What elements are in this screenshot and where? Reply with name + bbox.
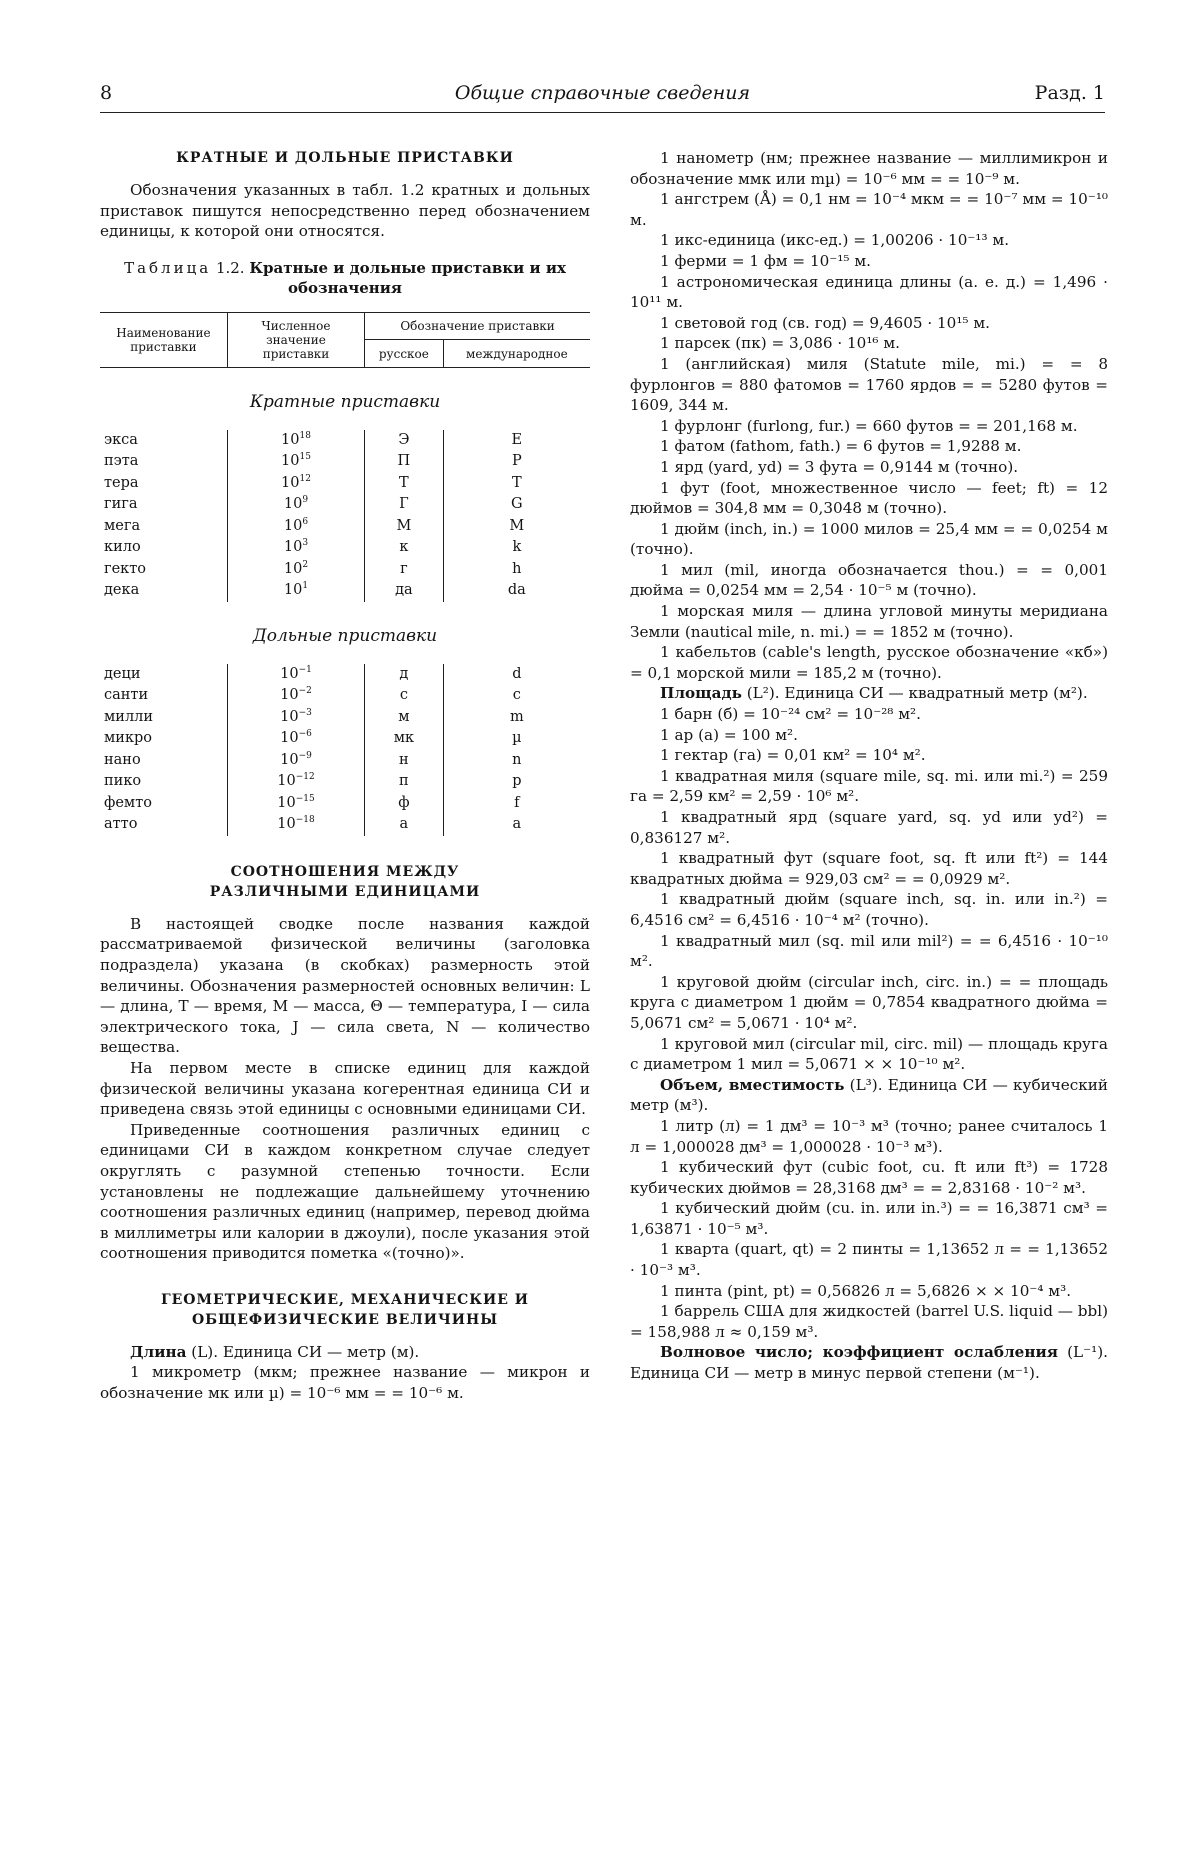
relations-heading: СООТНОШЕНИЯ МЕЖДУ РАЗЛИЧНЫМИ ЕДИНИЦАМИ bbox=[209, 863, 481, 900]
prefix-russian: п bbox=[365, 771, 444, 793]
prefix-international: p bbox=[443, 771, 590, 793]
prefix-heading: КРАТНЫЕ И ДОЛЬНЫЕ ПРИСТАВКИ bbox=[176, 150, 514, 166]
prefix-value bbox=[227, 771, 364, 793]
prefix-international: d bbox=[443, 664, 590, 686]
prefix-name: пико bbox=[104, 773, 142, 790]
prefix-row bbox=[100, 750, 590, 772]
unit-entry: 1 фатом (fathom, fath.) = 6 футов = 1,9288 м. bbox=[660, 437, 1022, 456]
prefix-russian: да bbox=[365, 580, 444, 602]
relations-paragraph-2: На первом месте в списке единиц для каждой физической величины указана когерентная единица СИ и приведена связь этой единицы с основными единицами СИ. bbox=[100, 1058, 590, 1119]
table-group-label: Дольные приставки bbox=[252, 625, 438, 646]
col-header-value: Численное значение приставки bbox=[227, 312, 364, 367]
prefix-russian: а bbox=[365, 814, 444, 836]
unit-entry: 1 астрономическая единица длины (а. е. д.) = 1,496 · 10¹¹ м. bbox=[630, 272, 1108, 312]
prefix-value-base: 10 bbox=[281, 453, 300, 470]
unit-entry: 1 ар (а) = 100 м². bbox=[660, 725, 798, 744]
unit-entry: 1 квадратный мил (sq. mil или mil²) = = 6,4516 · 10⁻¹⁰ м². bbox=[630, 931, 1108, 971]
unit-entry: 1 ярд (yard, yd) = 3 фута = 0,9144 м (точно). bbox=[660, 457, 1019, 476]
prefix-value bbox=[227, 750, 364, 772]
prefix-name: тера bbox=[104, 474, 139, 491]
col-header-international: международное bbox=[443, 340, 590, 368]
prefix-international: c bbox=[443, 685, 590, 707]
prefix-value bbox=[227, 707, 364, 729]
prefix-international: f bbox=[443, 793, 590, 815]
prefix-international: M bbox=[443, 516, 590, 538]
prefix-russian: с bbox=[365, 685, 444, 707]
prefix-value-exponent: −1 bbox=[298, 664, 312, 675]
unit-entry: 1 мил (mil, иногда обозначается thou.) = = 0,001 дюйма = 0,0254 мм = 2,54 · 10⁻⁵ м (точно). bbox=[630, 560, 1108, 600]
unit-entry: 1 круговой дюйм (circular inch, circ. in.) = = площадь круга с диаметром 1 дюйм = 0,7854 квадратного дюйма = 5,0671 см² = 5,0671 · 10⁴ м². bbox=[630, 972, 1108, 1032]
prefix-row bbox=[100, 451, 590, 473]
prefix-value-exponent: 1 bbox=[302, 581, 309, 592]
prefix-value bbox=[227, 473, 364, 495]
unit-entry: 1 кубический фут (cubic foot, cu. ft или ft³) = 1728 кубических дюймов = 28,3168 дм³ = = 2,83168 · 10⁻² м³. bbox=[630, 1158, 1108, 1197]
unit-entry: 1 круговой мил (circular mil, circ. mil) — площадь круга с диаметром 1 мил = 5,0671 × × 10⁻¹⁰ м². bbox=[630, 1034, 1108, 1074]
prefix-intro: Обозначения указанных в табл. 1.2 кратных и дольных приставок пишутся непосредственно перед обозначением единицы, к которой они относятся. bbox=[100, 181, 590, 241]
col-header-symbols: Обозначение приставки bbox=[365, 312, 590, 340]
relations-paragraph-3: Приведенные соотношения различных единиц с единицами СИ в каждом конкретном случае следует округлять с разумной степенью точности. Если установлены не подлежащие дальнейшему уточнению соотношения различных единиц (например, перевод дюйма в миллиметры или калории в джоули), после указания этой соотношения приводится пометка «(точно)». bbox=[100, 1120, 590, 1263]
prefix-international: µ bbox=[443, 728, 590, 750]
prefix-value-exponent: −3 bbox=[298, 707, 312, 718]
unit-entry: 1 квадратный фут (square foot, sq. ft или ft²) = 144 квадратных дюйма = 929,03 см² = = 0,0929 м². bbox=[630, 849, 1108, 888]
prefix-russian: Э bbox=[365, 430, 444, 452]
prefix-russian: г bbox=[365, 559, 444, 581]
prefix-name: экса bbox=[104, 431, 138, 448]
volume-text: (L³). Единица СИ — кубический метр (м³). bbox=[630, 1075, 1109, 1115]
prefix-international: G bbox=[443, 494, 590, 516]
prefix-value bbox=[227, 537, 364, 559]
prefix-name: пэта bbox=[104, 453, 139, 470]
prefix-table-body bbox=[100, 367, 590, 836]
prefix-row bbox=[100, 793, 590, 815]
prefix-value-exponent: 18 bbox=[299, 430, 311, 441]
prefix-value-exponent: −6 bbox=[298, 729, 312, 740]
prefix-value-exponent: 9 bbox=[302, 495, 309, 506]
prefix-russian: М bbox=[365, 516, 444, 538]
unit-entry: 1 квадратный ярд (square yard, sq. yd или yd²) = 0,836127 м². bbox=[630, 808, 1108, 847]
prefix-value bbox=[227, 451, 364, 473]
prefix-row bbox=[100, 494, 590, 516]
unit-entry: 1 дюйм (inch, in.) = 1000 милов = 25,4 мм = = 0,0254 м (точно). bbox=[630, 519, 1108, 559]
wave-text: (L⁻¹). Единица СИ — метр в минус первой степени (м⁻¹). bbox=[630, 1343, 1108, 1383]
length-entries bbox=[630, 148, 1108, 683]
area-title: Площадь bbox=[660, 684, 742, 703]
prefix-row bbox=[100, 771, 590, 793]
length-text: (L). Единица СИ — метр (м). bbox=[186, 1342, 420, 1361]
prefix-international: T bbox=[443, 473, 590, 495]
prefix-row bbox=[100, 685, 590, 707]
prefix-international: n bbox=[443, 750, 590, 772]
prefix-value-base: 10 bbox=[281, 474, 300, 491]
unit-entry: 1 (английская) миля (Statute mile, mi.) = = 8 фурлонгов = 880 фатомов = 1760 ярдов = = 5280 футов = 1609, 344 м. bbox=[630, 354, 1108, 415]
prefix-row bbox=[100, 473, 590, 495]
prefix-row bbox=[100, 537, 590, 559]
wave-title: Волновое число; коэффициент ослабления bbox=[660, 1343, 1058, 1362]
prefix-value-base: 10 bbox=[283, 560, 303, 577]
prefix-value-exponent: −9 bbox=[298, 750, 312, 761]
prefix-russian: мк bbox=[365, 728, 444, 750]
unit-entry: 1 пинта (pint, pt) = 0,56826 л = 5,6826 × × 10⁻⁴ м³. bbox=[660, 1281, 1072, 1300]
prefix-value bbox=[227, 685, 364, 707]
prefix-value-base: 10 bbox=[280, 665, 299, 682]
prefix-russian: П bbox=[365, 451, 444, 473]
table-caption-prefix: Таблица bbox=[124, 258, 212, 277]
prefix-value-base: 10 bbox=[280, 751, 299, 768]
area-text: (L²). Единица СИ — квадратный метр (м²). bbox=[741, 684, 1088, 703]
prefix-name: гекто bbox=[104, 560, 146, 577]
prefix-row bbox=[100, 707, 590, 729]
unit-entry: 1 фут (foot, множественное число — feet; ft) = 12 дюймов = 304,8 мм = 0,3048 м (точно). bbox=[630, 478, 1108, 518]
prefix-row bbox=[100, 516, 590, 538]
unit-entry: 1 квадратная миля (square mile, sq. mi. или mi.²) = 259 га = 2,59 км² = 2,59 · 10⁶ м². bbox=[630, 766, 1108, 806]
prefix-row bbox=[100, 814, 590, 836]
prefix-value-exponent: 6 bbox=[302, 516, 309, 527]
prefix-value bbox=[227, 580, 364, 602]
prefix-value bbox=[227, 664, 364, 686]
prefix-row bbox=[100, 559, 590, 581]
table-caption-number: 1.2. bbox=[215, 258, 245, 277]
section-label: Разд. 1 bbox=[1034, 82, 1105, 104]
unit-entry: 1 фурлонг (furlong, fur.) = 660 футов = = 201,168 м. bbox=[660, 416, 1078, 435]
prefix-value bbox=[227, 793, 364, 815]
prefix-value bbox=[227, 814, 364, 836]
prefix-value-exponent: 3 bbox=[302, 538, 309, 549]
prefix-value-base: 10 bbox=[283, 539, 303, 556]
prefix-value-exponent: 15 bbox=[299, 452, 311, 463]
prefix-russian: к bbox=[365, 537, 444, 559]
col-header-russian: русское bbox=[365, 340, 444, 368]
prefix-value-base: 10 bbox=[277, 794, 296, 811]
page-header bbox=[100, 78, 1105, 113]
prefix-value-base: 10 bbox=[277, 773, 296, 790]
prefix-name: мега bbox=[104, 517, 141, 534]
prefix-name: милли bbox=[104, 708, 154, 725]
prefix-international: k bbox=[443, 537, 590, 559]
prefix-row bbox=[100, 580, 590, 602]
left-column bbox=[100, 148, 590, 1404]
unit-entry: 1 ферми = 1 фм = 10⁻¹⁵ м. bbox=[660, 251, 871, 270]
geo-heading: ГЕОМЕТРИЧЕСКИЕ, МЕХАНИЧЕСКИЕ И ОБЩЕФИЗИЧЕСКИЕ ВЕЛИЧИНЫ bbox=[160, 1291, 530, 1328]
prefix-value-exponent: −2 bbox=[298, 686, 312, 697]
prefix-value-base: 10 bbox=[280, 730, 299, 747]
prefix-international: m bbox=[443, 707, 590, 729]
prefix-international: h bbox=[443, 559, 590, 581]
prefix-row bbox=[100, 430, 590, 452]
area-entries bbox=[630, 704, 1108, 1075]
prefix-value-base: 10 bbox=[283, 517, 303, 534]
prefix-russian: ф bbox=[365, 793, 444, 815]
prefix-name: атто bbox=[104, 816, 138, 833]
prefix-value bbox=[227, 494, 364, 516]
prefix-name: кило bbox=[104, 539, 141, 556]
unit-entry: 1 нанометр (нм; прежнее название — миллимикрон и обозначение ммк или mµ) = 10⁻⁶ мм = = 10⁻⁹ м. bbox=[630, 149, 1108, 188]
prefix-row bbox=[100, 664, 590, 686]
prefix-name: микро bbox=[104, 730, 153, 747]
prefix-name: деци bbox=[104, 665, 141, 682]
prefix-value-exponent: −18 bbox=[295, 815, 315, 826]
table-caption bbox=[100, 258, 590, 298]
unit-entry: 1 литр (л) = 1 дм³ = 10⁻³ м³ (точно; ранее считалось 1 л = 1,000028 дм³ = 1,000028 · 10⁻³ м³). bbox=[630, 1116, 1108, 1156]
prefix-international: E bbox=[443, 430, 590, 452]
prefix-value-base: 10 bbox=[280, 687, 299, 704]
prefix-name: фемто bbox=[104, 794, 152, 811]
prefix-russian: м bbox=[365, 707, 444, 729]
table-group-label: Кратные приставки bbox=[249, 391, 441, 412]
unit-entry: 1 баррель США для жидкостей (barrel U.S. liquid — bbl) = 158,988 л ≈ 0,159 м³. bbox=[630, 1302, 1108, 1341]
prefix-international: P bbox=[443, 451, 590, 473]
prefix-international: da bbox=[443, 580, 590, 602]
unit-entry: 1 кварта (quart, qt) = 2 пинты = 1,13652 л = = 1,13652 · 10⁻³ м³. bbox=[630, 1240, 1108, 1280]
unit-entry: 1 квадратный дюйм (square inch, sq. in. или in.²) = 6,4516 см² = 6,4516 · 10⁻⁴ м² (точно). bbox=[630, 890, 1108, 929]
prefix-russian: Т bbox=[365, 473, 444, 495]
prefix-value-base: 10 bbox=[283, 496, 303, 513]
prefix-value bbox=[227, 430, 364, 452]
prefix-value-base: 10 bbox=[277, 816, 296, 833]
prefix-value-exponent: −12 bbox=[295, 772, 315, 783]
unit-entry: 1 икс-единица (икс-ед.) = 1,00206 · 10⁻¹³ м. bbox=[660, 231, 1010, 250]
prefix-russian: н bbox=[365, 750, 444, 772]
page-number: 8 bbox=[100, 82, 113, 104]
prefix-international: a bbox=[443, 814, 590, 836]
right-column bbox=[630, 148, 1108, 1384]
unit-entry: 1 кабельтов (cable's length, русское обозначение «кб») = 0,1 морской мили = 185,2 м (точно). bbox=[630, 643, 1108, 682]
volume-entries bbox=[630, 1116, 1108, 1343]
prefix-value-base: 10 bbox=[280, 708, 299, 725]
prefix-table bbox=[100, 312, 590, 836]
prefix-name: нано bbox=[104, 751, 141, 768]
table-caption-text: Кратные и дольные приставки и их обозначения bbox=[249, 258, 566, 297]
prefix-value-exponent: 12 bbox=[299, 473, 311, 484]
unit-entry: 1 морская миля — длина угловой минуты меридиана Земли (nautical mile, n. mi.) = = 1852 м (точно). bbox=[630, 602, 1108, 641]
prefix-value-exponent: 2 bbox=[302, 559, 309, 570]
unit-entry: 1 парсек (пк) = 3,086 · 10¹⁶ м. bbox=[660, 334, 900, 353]
unit-entry: 1 барн (б) = 10⁻²⁴ см² = 10⁻²⁸ м². bbox=[660, 705, 921, 724]
prefix-russian: д bbox=[365, 664, 444, 686]
running-title: Общие справочные сведения bbox=[454, 82, 751, 104]
prefix-row bbox=[100, 728, 590, 750]
prefix-value-exponent: −15 bbox=[295, 793, 315, 804]
unit-entry: 1 световой год (св. год) = 9,4605 · 10¹⁵ м. bbox=[660, 313, 990, 332]
length-title: Длина bbox=[130, 1342, 187, 1361]
unit-entry: 1 гектар (га) = 0,01 км² = 10⁴ м². bbox=[660, 746, 926, 765]
prefix-name: дека bbox=[104, 582, 140, 599]
prefix-name: гига bbox=[104, 496, 138, 513]
relations-paragraph-1: В настоящей сводке после названия каждой рассматриваемой физической величины (заголовка подраздела) указана (в скобках) размерность этой величины. Обозначения размерностей основных величин: L — длина, T — время, M — масса, Θ — температура, I — сила электрического тока, J — сила света, N — количество вещества. bbox=[100, 914, 590, 1057]
prefix-value-base: 10 bbox=[283, 582, 303, 599]
prefix-russian: Г bbox=[365, 494, 444, 516]
unit-entry: 1 ангстрем (Å) = 0,1 нм = 10⁻⁴ мкм = = 10⁻⁷ мм = 10⁻¹⁰ м. bbox=[630, 190, 1108, 229]
prefix-value bbox=[227, 559, 364, 581]
prefix-value bbox=[227, 516, 364, 538]
col-header-name: Наименование приставки bbox=[100, 312, 227, 367]
prefix-value-base: 10 bbox=[281, 431, 300, 448]
volume-title: Объем, вместимость bbox=[660, 1075, 845, 1094]
unit-entry: 1 кубический дюйм (cu. in. или in.³) = = 16,3871 см³ = 1,63871 · 10⁻⁵ м³. bbox=[630, 1199, 1108, 1238]
micrometer-entry: 1 микрометр (мкм; прежнее название — микрон и обозначение мк или µ) = 10⁻⁶ мм = = 10⁻⁶ м. bbox=[100, 1363, 590, 1403]
prefix-value bbox=[227, 728, 364, 750]
prefix-name: санти bbox=[104, 687, 149, 704]
